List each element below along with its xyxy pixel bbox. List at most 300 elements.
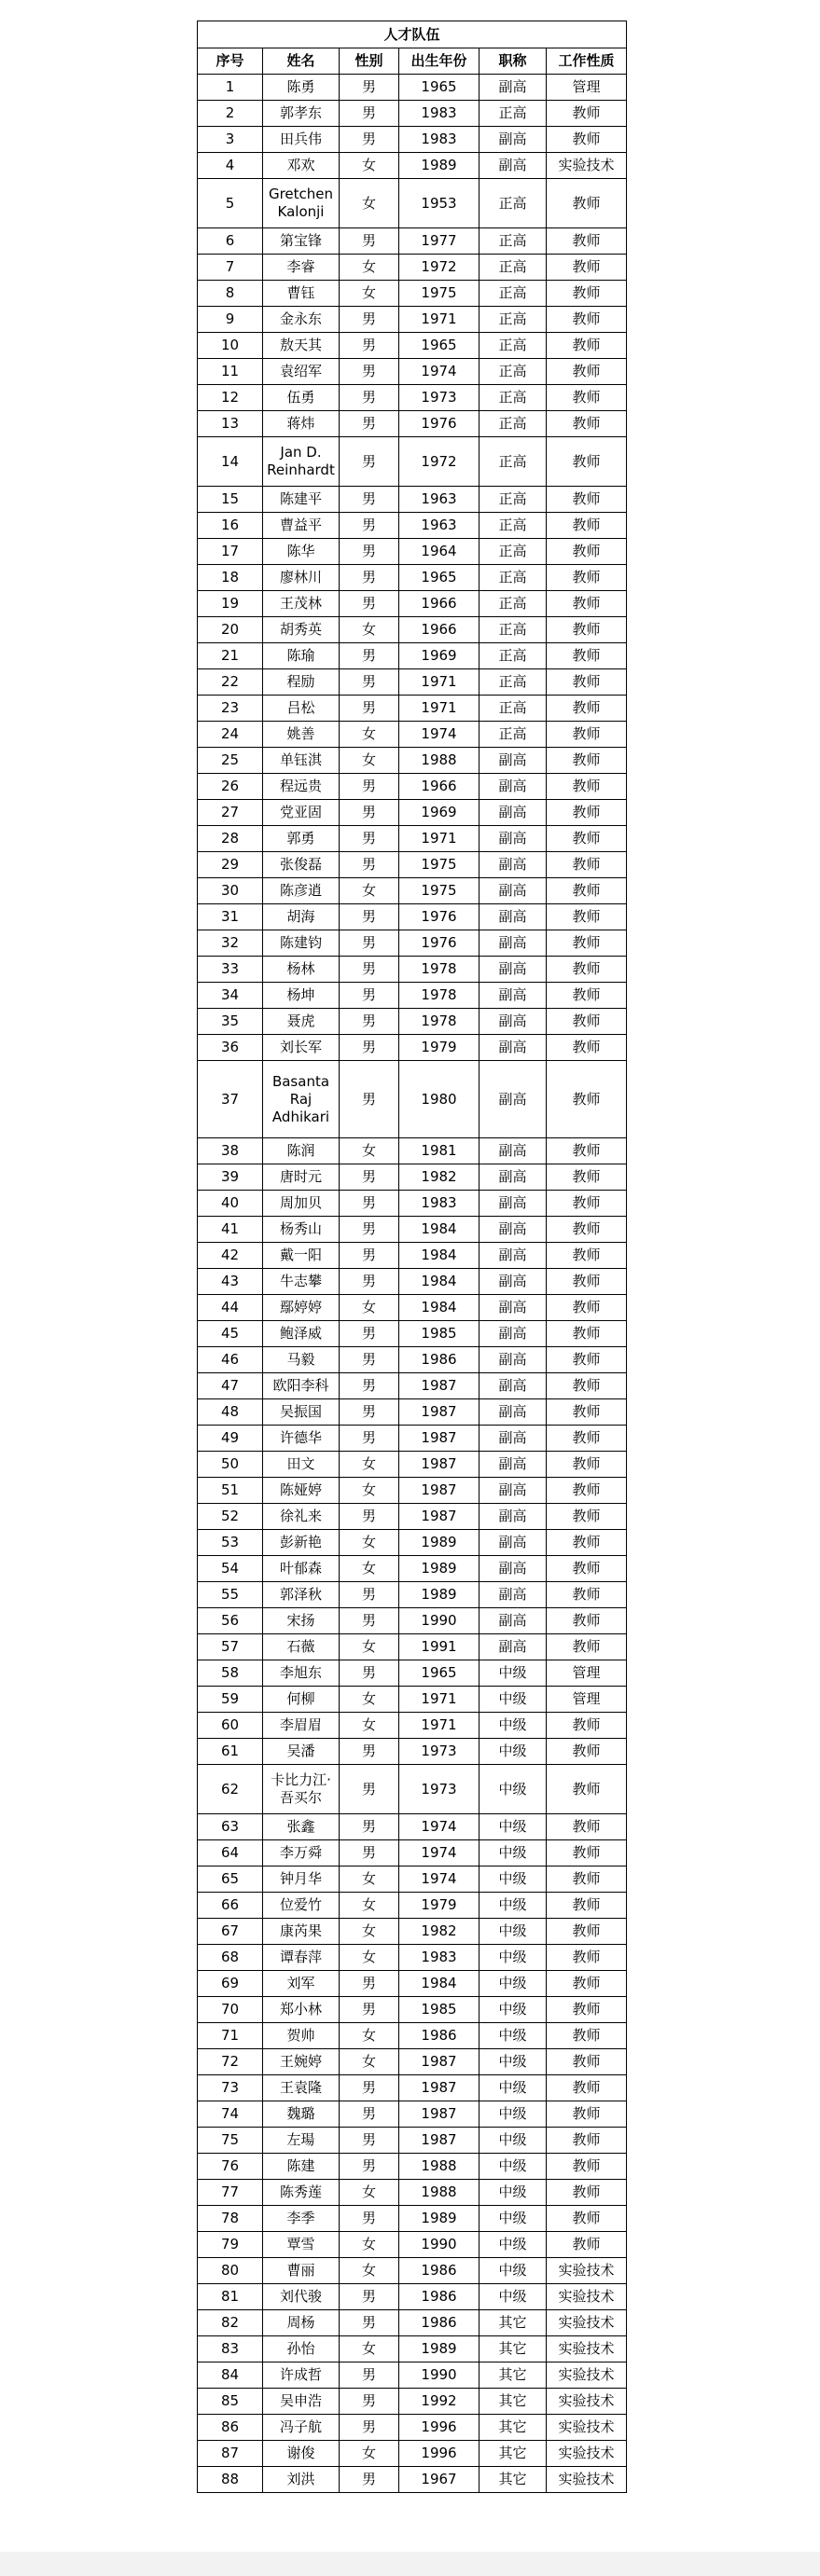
- cell-birth-year: 1973: [399, 385, 479, 411]
- header-gender: 性别: [340, 48, 399, 75]
- cell-birth-year: 1990: [399, 2362, 479, 2389]
- cell-title-rank: 正高: [479, 281, 547, 307]
- cell-birth-year: 1990: [399, 1608, 479, 1634]
- cell-title-rank: 中级: [479, 1945, 547, 1971]
- cell-title-rank: 副高: [479, 1530, 547, 1556]
- cell-title-rank: 副高: [479, 1478, 547, 1504]
- cell-name: 郭勇: [263, 826, 340, 852]
- cell-name: Jan D. Reinhardt: [263, 437, 340, 487]
- cell-job-type: 教师: [547, 774, 627, 800]
- cell-name: 刘军: [263, 1971, 340, 1997]
- cell-index: 6: [198, 228, 263, 255]
- cell-index: 56: [198, 1608, 263, 1634]
- cell-name: 陈瑜: [263, 643, 340, 669]
- cell-job-type: 教师: [547, 1893, 627, 1919]
- cell-birth-year: 1974: [399, 722, 479, 748]
- cell-name: 单钰淇: [263, 748, 340, 774]
- cell-birth-year: 1966: [399, 591, 479, 617]
- table-row: [198, 2441, 627, 2467]
- cell-index: 82: [198, 2310, 263, 2336]
- cell-gender: 女: [340, 2180, 399, 2206]
- cell-job-type: 实验技术: [547, 2284, 627, 2310]
- table-row: [198, 669, 627, 696]
- cell-name: 伍勇: [263, 385, 340, 411]
- cell-gender: 男: [340, 1269, 399, 1295]
- cell-name: 陈华: [263, 539, 340, 565]
- cell-index: 8: [198, 281, 263, 307]
- cell-name: 胡秀英: [263, 617, 340, 643]
- cell-gender: 女: [340, 281, 399, 307]
- cell-name: 陈勇: [263, 75, 340, 101]
- table-row: [198, 2310, 627, 2336]
- cell-index: 64: [198, 1840, 263, 1867]
- table-body: [198, 75, 627, 2493]
- cell-title-rank: 副高: [479, 1582, 547, 1608]
- cell-name: 杨秀山: [263, 1217, 340, 1243]
- cell-name: 程励: [263, 669, 340, 696]
- table-row: [198, 826, 627, 852]
- table-row: [198, 800, 627, 826]
- cell-name: 叶郁森: [263, 1556, 340, 1582]
- cell-job-type: 教师: [547, 2075, 627, 2101]
- cell-name: 陈娅婷: [263, 1478, 340, 1504]
- cell-title-rank: 正高: [479, 307, 547, 333]
- cell-title-rank: 正高: [479, 228, 547, 255]
- table-row: [198, 1660, 627, 1687]
- cell-name: 李万舜: [263, 1840, 340, 1867]
- cell-index: 3: [198, 127, 263, 153]
- cell-job-type: 教师: [547, 1009, 627, 1035]
- cell-job-type: 教师: [547, 565, 627, 591]
- table-row: [198, 179, 627, 228]
- cell-title-rank: 副高: [479, 983, 547, 1009]
- cell-gender: 男: [340, 1765, 399, 1814]
- cell-index: 10: [198, 333, 263, 359]
- table-row: [198, 1997, 627, 2023]
- cell-title-rank: 副高: [479, 1373, 547, 1399]
- cell-job-type: 教师: [547, 643, 627, 669]
- cell-birth-year: 1987: [399, 1504, 479, 1530]
- cell-birth-year: 1973: [399, 1765, 479, 1814]
- cell-gender: 男: [340, 228, 399, 255]
- cell-name: 李眉眉: [263, 1713, 340, 1739]
- cell-birth-year: 1989: [399, 153, 479, 179]
- cell-index: 78: [198, 2206, 263, 2232]
- cell-name: 杨坤: [263, 983, 340, 1009]
- cell-name: 李睿: [263, 255, 340, 281]
- cell-index: 15: [198, 487, 263, 513]
- table-row: [198, 2101, 627, 2128]
- cell-name: 覃雪: [263, 2232, 340, 2258]
- cell-gender: 男: [340, 643, 399, 669]
- cell-gender: 男: [340, 696, 399, 722]
- cell-birth-year: 1972: [399, 255, 479, 281]
- cell-birth-year: 1975: [399, 281, 479, 307]
- table-row: [198, 1035, 627, 1061]
- cell-name: 蒋炜: [263, 411, 340, 437]
- cell-index: 41: [198, 1217, 263, 1243]
- cell-index: 26: [198, 774, 263, 800]
- cell-gender: 男: [340, 1009, 399, 1035]
- cell-birth-year: 1986: [399, 2258, 479, 2284]
- table-row: [198, 2154, 627, 2180]
- table-row: [198, 1399, 627, 1426]
- cell-gender: 女: [340, 2023, 399, 2049]
- cell-birth-year: 1987: [399, 1373, 479, 1399]
- cell-birth-year: 1978: [399, 1009, 479, 1035]
- cell-job-type: 教师: [547, 1997, 627, 2023]
- cell-name: 田文: [263, 1452, 340, 1478]
- cell-birth-year: 1978: [399, 957, 479, 983]
- cell-birth-year: 1988: [399, 748, 479, 774]
- cell-index: 7: [198, 255, 263, 281]
- cell-name: 程远贵: [263, 774, 340, 800]
- cell-title-rank: 副高: [479, 1061, 547, 1138]
- cell-birth-year: 1989: [399, 2206, 479, 2232]
- cell-name: 鲍泽威: [263, 1321, 340, 1347]
- table-row: [198, 1138, 627, 1164]
- cell-birth-year: 1987: [399, 2049, 479, 2075]
- table-row: [198, 591, 627, 617]
- cell-index: 74: [198, 2101, 263, 2128]
- cell-title-rank: 中级: [479, 2128, 547, 2154]
- cell-birth-year: 1963: [399, 487, 479, 513]
- cell-name: 曹益平: [263, 513, 340, 539]
- cell-gender: 女: [340, 1867, 399, 1893]
- cell-gender: 男: [340, 1997, 399, 2023]
- cell-title-rank: 副高: [479, 748, 547, 774]
- cell-title-rank: 正高: [479, 101, 547, 127]
- cell-index: 60: [198, 1713, 263, 1739]
- cell-job-type: 教师: [547, 1295, 627, 1321]
- cell-gender: 女: [340, 748, 399, 774]
- table-row: [198, 228, 627, 255]
- table-row: [198, 1452, 627, 1478]
- cell-index: 12: [198, 385, 263, 411]
- cell-birth-year: 1986: [399, 2310, 479, 2336]
- cell-index: 53: [198, 1530, 263, 1556]
- cell-index: 70: [198, 1997, 263, 2023]
- cell-job-type: 实验技术: [547, 2415, 627, 2441]
- cell-index: 48: [198, 1399, 263, 1426]
- cell-birth-year: 1987: [399, 1478, 479, 1504]
- cell-gender: 男: [340, 1373, 399, 1399]
- cell-gender: 男: [340, 333, 399, 359]
- table-row: [198, 2284, 627, 2310]
- cell-title-rank: 中级: [479, 2023, 547, 2049]
- cell-name: 孙怡: [263, 2336, 340, 2362]
- table-row: [198, 2049, 627, 2075]
- cell-gender: 男: [340, 101, 399, 127]
- table-row: [198, 774, 627, 800]
- cell-birth-year: 1987: [399, 1426, 479, 1452]
- cell-index: 76: [198, 2154, 263, 2180]
- cell-job-type: 教师: [547, 1164, 627, 1191]
- table-row: [198, 1530, 627, 1556]
- cell-gender: 男: [340, 565, 399, 591]
- table-row: [198, 2415, 627, 2441]
- cell-job-type: 管理: [547, 1660, 627, 1687]
- cell-gender: 男: [340, 1164, 399, 1191]
- cell-job-type: 教师: [547, 539, 627, 565]
- cell-job-type: 教师: [547, 1634, 627, 1660]
- cell-gender: 女: [340, 2049, 399, 2075]
- cell-name: 袁绍军: [263, 359, 340, 385]
- cell-index: 84: [198, 2362, 263, 2389]
- cell-job-type: 教师: [547, 591, 627, 617]
- cell-job-type: 实验技术: [547, 2441, 627, 2467]
- table-row: [198, 1243, 627, 1269]
- cell-birth-year: 1987: [399, 1452, 479, 1478]
- cell-title-rank: 正高: [479, 565, 547, 591]
- cell-index: 54: [198, 1556, 263, 1582]
- cell-index: 16: [198, 513, 263, 539]
- cell-name: 杨林: [263, 957, 340, 983]
- cell-birth-year: 1996: [399, 2415, 479, 2441]
- cell-index: 30: [198, 878, 263, 904]
- cell-job-type: 实验技术: [547, 2362, 627, 2389]
- cell-name: 张鑫: [263, 1814, 340, 1840]
- cell-job-type: 教师: [547, 1814, 627, 1840]
- cell-job-type: 教师: [547, 1739, 627, 1765]
- table-title: 人才队伍: [198, 21, 627, 48]
- cell-job-type: 教师: [547, 411, 627, 437]
- table-row: [198, 1009, 627, 1035]
- cell-name: 何柳: [263, 1687, 340, 1713]
- cell-title-rank: 副高: [479, 1556, 547, 1582]
- table-row: [198, 1269, 627, 1295]
- cell-job-type: 教师: [547, 2101, 627, 2128]
- table-row: [198, 1814, 627, 1840]
- header-job-type: 工作性质: [547, 48, 627, 75]
- table-row: [198, 1840, 627, 1867]
- cell-gender: 女: [340, 1478, 399, 1504]
- cell-index: 75: [198, 2128, 263, 2154]
- cell-name: 敖天其: [263, 333, 340, 359]
- cell-title-rank: 副高: [479, 127, 547, 153]
- cell-name: 刘洪: [263, 2467, 340, 2493]
- cell-job-type: 教师: [547, 385, 627, 411]
- cell-index: 11: [198, 359, 263, 385]
- cell-name: 陈建平: [263, 487, 340, 513]
- cell-job-type: 教师: [547, 359, 627, 385]
- cell-index: 4: [198, 153, 263, 179]
- cell-index: 52: [198, 1504, 263, 1530]
- cell-job-type: 教师: [547, 983, 627, 1009]
- cell-job-type: 教师: [547, 487, 627, 513]
- table-row: [198, 878, 627, 904]
- table-row: [198, 1608, 627, 1634]
- cell-birth-year: 1965: [399, 75, 479, 101]
- cell-gender: 女: [340, 2232, 399, 2258]
- cell-index: 40: [198, 1191, 263, 1217]
- table-row: [198, 2180, 627, 2206]
- cell-gender: 女: [340, 1556, 399, 1582]
- cell-job-type: 教师: [547, 1765, 627, 1814]
- cell-index: 24: [198, 722, 263, 748]
- cell-job-type: 教师: [547, 1269, 627, 1295]
- cell-job-type: 教师: [547, 1035, 627, 1061]
- cell-job-type: 教师: [547, 2206, 627, 2232]
- cell-gender: 女: [340, 1687, 399, 1713]
- cell-index: 65: [198, 1867, 263, 1893]
- cell-job-type: 教师: [547, 904, 627, 930]
- cell-job-type: 教师: [547, 1347, 627, 1373]
- table-row: [198, 75, 627, 101]
- cell-title-rank: 副高: [479, 75, 547, 101]
- cell-name: 李季: [263, 2206, 340, 2232]
- cell-index: 51: [198, 1478, 263, 1504]
- cell-index: 2: [198, 101, 263, 127]
- table-row: [198, 1321, 627, 1347]
- cell-job-type: 教师: [547, 1217, 627, 1243]
- cell-birth-year: 1983: [399, 1945, 479, 1971]
- cell-gender: 男: [340, 957, 399, 983]
- cell-name: 康芮果: [263, 1919, 340, 1945]
- cell-gender: 男: [340, 2415, 399, 2441]
- cell-index: 27: [198, 800, 263, 826]
- cell-title-rank: 正高: [479, 539, 547, 565]
- cell-title-rank: 副高: [479, 904, 547, 930]
- cell-birth-year: 1982: [399, 1164, 479, 1191]
- cell-gender: 男: [340, 487, 399, 513]
- cell-name: 陈建钧: [263, 930, 340, 957]
- cell-job-type: 教师: [547, 101, 627, 127]
- table-row: [198, 2023, 627, 2049]
- cell-gender: 男: [340, 826, 399, 852]
- cell-index: 67: [198, 1919, 263, 1945]
- cell-job-type: 实验技术: [547, 2336, 627, 2362]
- cell-gender: 男: [340, 2154, 399, 2180]
- cell-gender: 女: [340, 1634, 399, 1660]
- cell-gender: 女: [340, 878, 399, 904]
- cell-title-rank: 中级: [479, 2232, 547, 2258]
- cell-index: 21: [198, 643, 263, 669]
- cell-title-rank: 其它: [479, 2362, 547, 2389]
- cell-name: 左瑒: [263, 2128, 340, 2154]
- cell-title-rank: 中级: [479, 1814, 547, 1840]
- cell-index: 14: [198, 437, 263, 487]
- cell-birth-year: 1976: [399, 904, 479, 930]
- cell-index: 25: [198, 748, 263, 774]
- cell-job-type: 教师: [547, 179, 627, 228]
- cell-title-rank: 中级: [479, 1765, 547, 1814]
- cell-birth-year: 1965: [399, 1660, 479, 1687]
- cell-index: 87: [198, 2441, 263, 2467]
- cell-job-type: 教师: [547, 617, 627, 643]
- cell-index: 73: [198, 2075, 263, 2101]
- cell-index: 61: [198, 1739, 263, 1765]
- table-row: [198, 722, 627, 748]
- table-row: [198, 127, 627, 153]
- cell-job-type: 教师: [547, 669, 627, 696]
- cell-job-type: 教师: [547, 826, 627, 852]
- cell-index: 36: [198, 1035, 263, 1061]
- cell-title-rank: 正高: [479, 722, 547, 748]
- cell-gender: 男: [340, 904, 399, 930]
- cell-title-rank: 副高: [479, 826, 547, 852]
- cell-birth-year: 1979: [399, 1893, 479, 1919]
- cell-gender: 男: [340, 669, 399, 696]
- cell-birth-year: 1986: [399, 2023, 479, 2049]
- cell-title-rank: 其它: [479, 2310, 547, 2336]
- cell-job-type: 实验技术: [547, 153, 627, 179]
- cell-birth-year: 1971: [399, 826, 479, 852]
- table-row: [198, 696, 627, 722]
- cell-birth-year: 1965: [399, 333, 479, 359]
- cell-index: 55: [198, 1582, 263, 1608]
- table-row: [198, 957, 627, 983]
- cell-name: 吴振国: [263, 1399, 340, 1426]
- cell-title-rank: 正高: [479, 385, 547, 411]
- cell-gender: 男: [340, 1243, 399, 1269]
- cell-index: 33: [198, 957, 263, 983]
- cell-job-type: 管理: [547, 75, 627, 101]
- cell-job-type: 教师: [547, 696, 627, 722]
- cell-title-rank: 正高: [479, 437, 547, 487]
- cell-title-rank: 副高: [479, 1269, 547, 1295]
- cell-title-rank: 中级: [479, 1840, 547, 1867]
- cell-job-type: 教师: [547, 2180, 627, 2206]
- cell-title-rank: 副高: [479, 1426, 547, 1452]
- cell-gender: 男: [340, 800, 399, 826]
- cell-gender: 男: [340, 1660, 399, 1687]
- table-row: [198, 1919, 627, 1945]
- cell-name: 吴潘: [263, 1739, 340, 1765]
- cell-birth-year: 1981: [399, 1138, 479, 1164]
- cell-job-type: 教师: [547, 878, 627, 904]
- cell-gender: 男: [340, 1739, 399, 1765]
- cell-index: 59: [198, 1687, 263, 1713]
- cell-job-type: 教师: [547, 1945, 627, 1971]
- cell-name: 郭孝东: [263, 101, 340, 127]
- cell-birth-year: 1986: [399, 1347, 479, 1373]
- cell-title-rank: 其它: [479, 2467, 547, 2493]
- cell-job-type: 教师: [547, 1971, 627, 1997]
- table-row: [198, 487, 627, 513]
- cell-job-type: 教师: [547, 1138, 627, 1164]
- cell-job-type: 教师: [547, 800, 627, 826]
- cell-name: 郭泽秋: [263, 1582, 340, 1608]
- cell-gender: 女: [340, 1452, 399, 1478]
- cell-birth-year: 1966: [399, 774, 479, 800]
- cell-title-rank: 副高: [479, 153, 547, 179]
- table-row: [198, 281, 627, 307]
- cell-title-rank: 正高: [479, 591, 547, 617]
- cell-title-rank: 副高: [479, 1452, 547, 1478]
- table-row: [198, 1971, 627, 1997]
- table-row: [198, 1739, 627, 1765]
- cell-gender: 男: [340, 75, 399, 101]
- cell-job-type: 教师: [547, 307, 627, 333]
- cell-gender: 男: [340, 2362, 399, 2389]
- cell-name: 谢俊: [263, 2441, 340, 2467]
- cell-name: 卡比力江·吾买尔: [263, 1765, 340, 1814]
- cell-index: 42: [198, 1243, 263, 1269]
- cell-index: 79: [198, 2232, 263, 2258]
- cell-title-rank: 副高: [479, 1634, 547, 1660]
- cell-index: 58: [198, 1660, 263, 1687]
- cell-title-rank: 其它: [479, 2441, 547, 2467]
- cell-birth-year: 1974: [399, 1814, 479, 1840]
- cell-job-type: 教师: [547, 1452, 627, 1478]
- cell-name: 马毅: [263, 1347, 340, 1373]
- cell-title-rank: 中级: [479, 1660, 547, 1687]
- cell-gender: 男: [340, 2310, 399, 2336]
- table-row: [198, 852, 627, 878]
- cell-gender: 男: [340, 1035, 399, 1061]
- cell-job-type: 教师: [547, 1919, 627, 1945]
